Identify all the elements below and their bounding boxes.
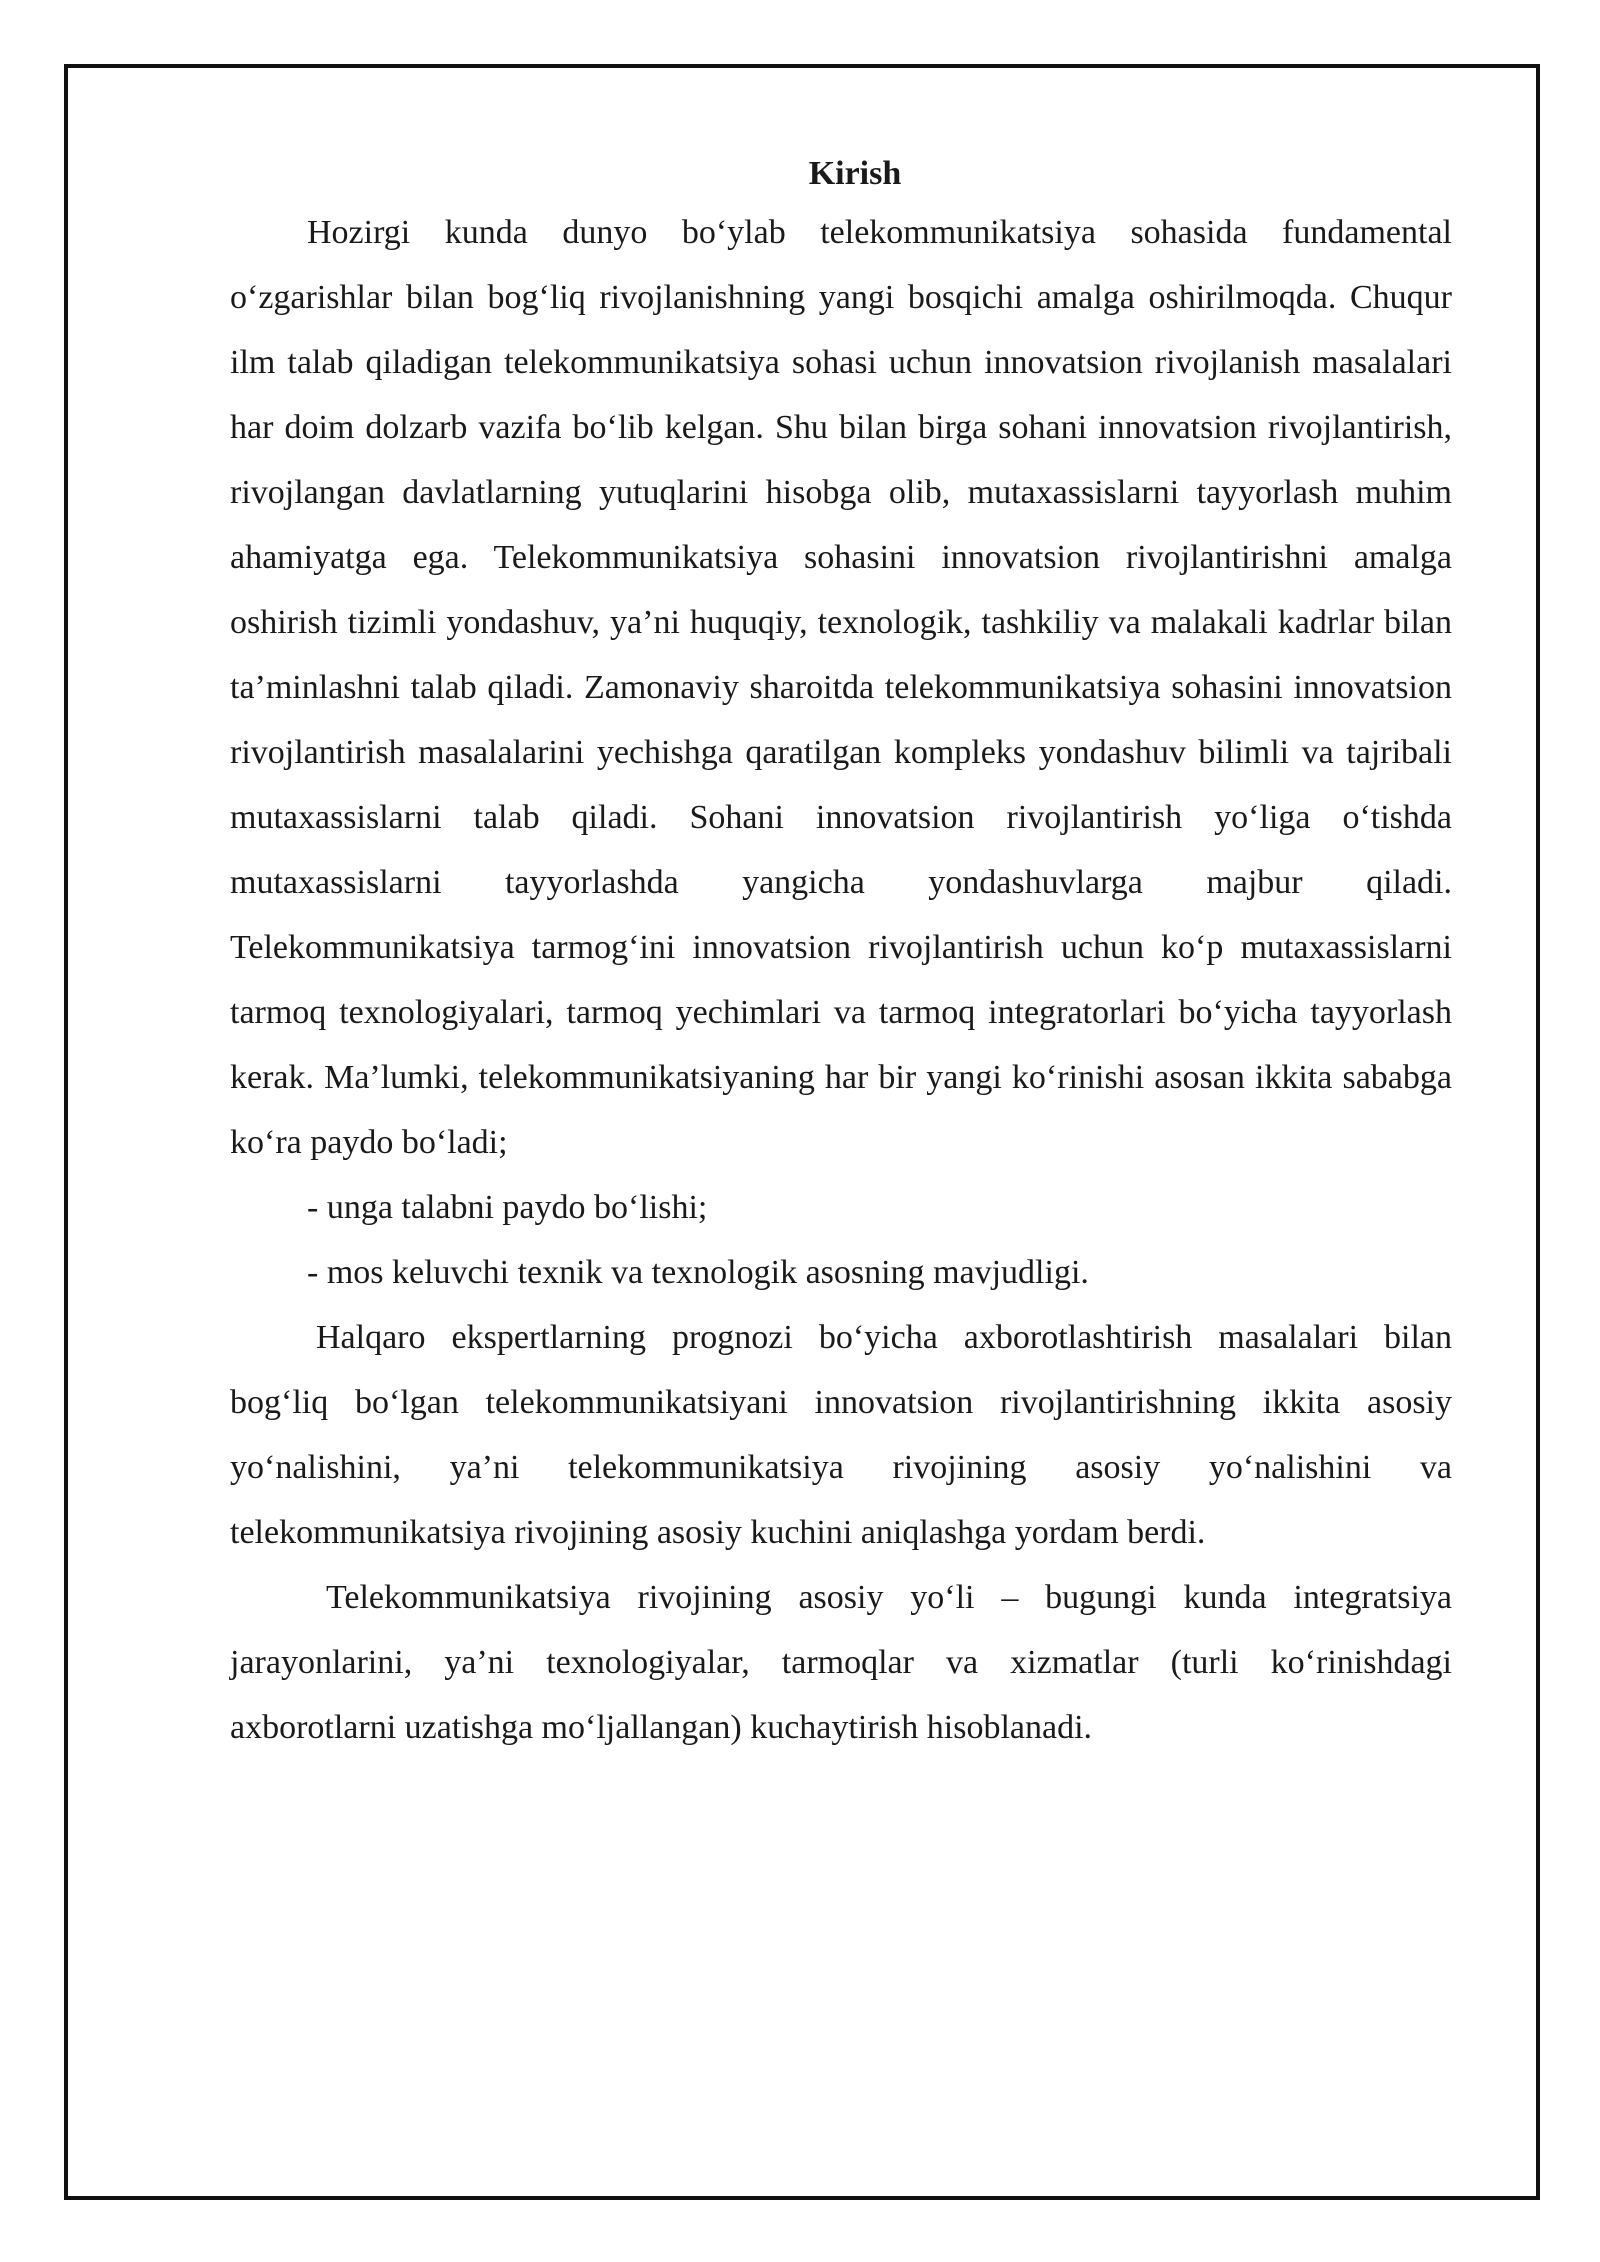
list-item: - unga talabni paydo bo‘lishi; — [307, 1189, 708, 1226]
paragraph-experts: Halqaro ekspertlarning prognozi bo‘yicha axborotlashtirish masalalari bilan bog‘liq bo‘lgan telekommunikatsiyani innovatsion rivojlantirishning ikkita asosiy yo‘nalishini, ya’ni telekommunikatsiya rivojining asosiy yo‘nalishini va telekommunikatsiya rivojining asosiy kuchini aniqlashga yordam berdi. — [230, 1319, 1452, 1551]
document-title: Kirish — [808, 155, 902, 192]
paragraph-intro: Hozirgi kunda dunyo bo‘ylab telekommunikatsiya sohasida fundamental o‘zgarishlar bilan bog‘liq rivojlanishning yangi bosqichi amalga oshirilmoqda. Chuqur ilm talab qiladigan telekommunikatsiya sohasi uchun innovatsion rivojlanish masalalari har doim dolzarb vazifa bo‘lib kelgan. Shu bilan birga sohani innovatsion rivojlantirish, rivojlangan davlatlarning yutuqlarini hisobga olib, mutaxassislarni tayyorlash muhim ahamiyatga ega. Telekommunikatsiya sohasini innovatsion rivojlantirishni amalga oshirish tizimli yondashuv, ya’ni huquqiy, texnologik, tashkiliy va malakali kadrlar bilan ta’minlashni talab qiladi. Zamonaviy sharoitda telekommunikatsiya sohasini innovatsion rivojlantirish masalalarini yechishga qaratilgan kompleks yondashuv bilimli va tajribali mutaxassislarni talab qiladi. Sohani innovatsion rivojlantirish yo‘liga o‘tishda mutaxassislarni tayyorlashda yangicha yondashuvlarga majbur qiladi. Telekommunikatsiya tarmog‘ini innovatsion rivojlantirish uchun ko‘p mutaxassislarni tarmoq texnologiyalari, tarmoq yechimlari va tarmoq integratorlari bo‘yicha tayyorlash kerak. Ma’lumki, telekommunikatsiyaning har bir yangi ko‘rinishi asosan ikkita sababga ko‘ra paydo bo‘ladi; — [230, 214, 1452, 1161]
paragraph-integration: Telekommunikatsiya rivojining asosiy yo‘li – bugungi kunda integratsiya jarayonlarini, ya’ni texnologiyalar, tarmoqlar va xizmatlar (turli ko‘rinishdagi axborotlarni uzatishga mo‘ljallangan) kuchaytirish hisoblanadi. — [230, 1579, 1452, 1746]
list-item: - mos keluvchi texnik va texnologik asosning mavjudligi. — [307, 1254, 1089, 1291]
document-body — [230, 148, 1452, 1760]
